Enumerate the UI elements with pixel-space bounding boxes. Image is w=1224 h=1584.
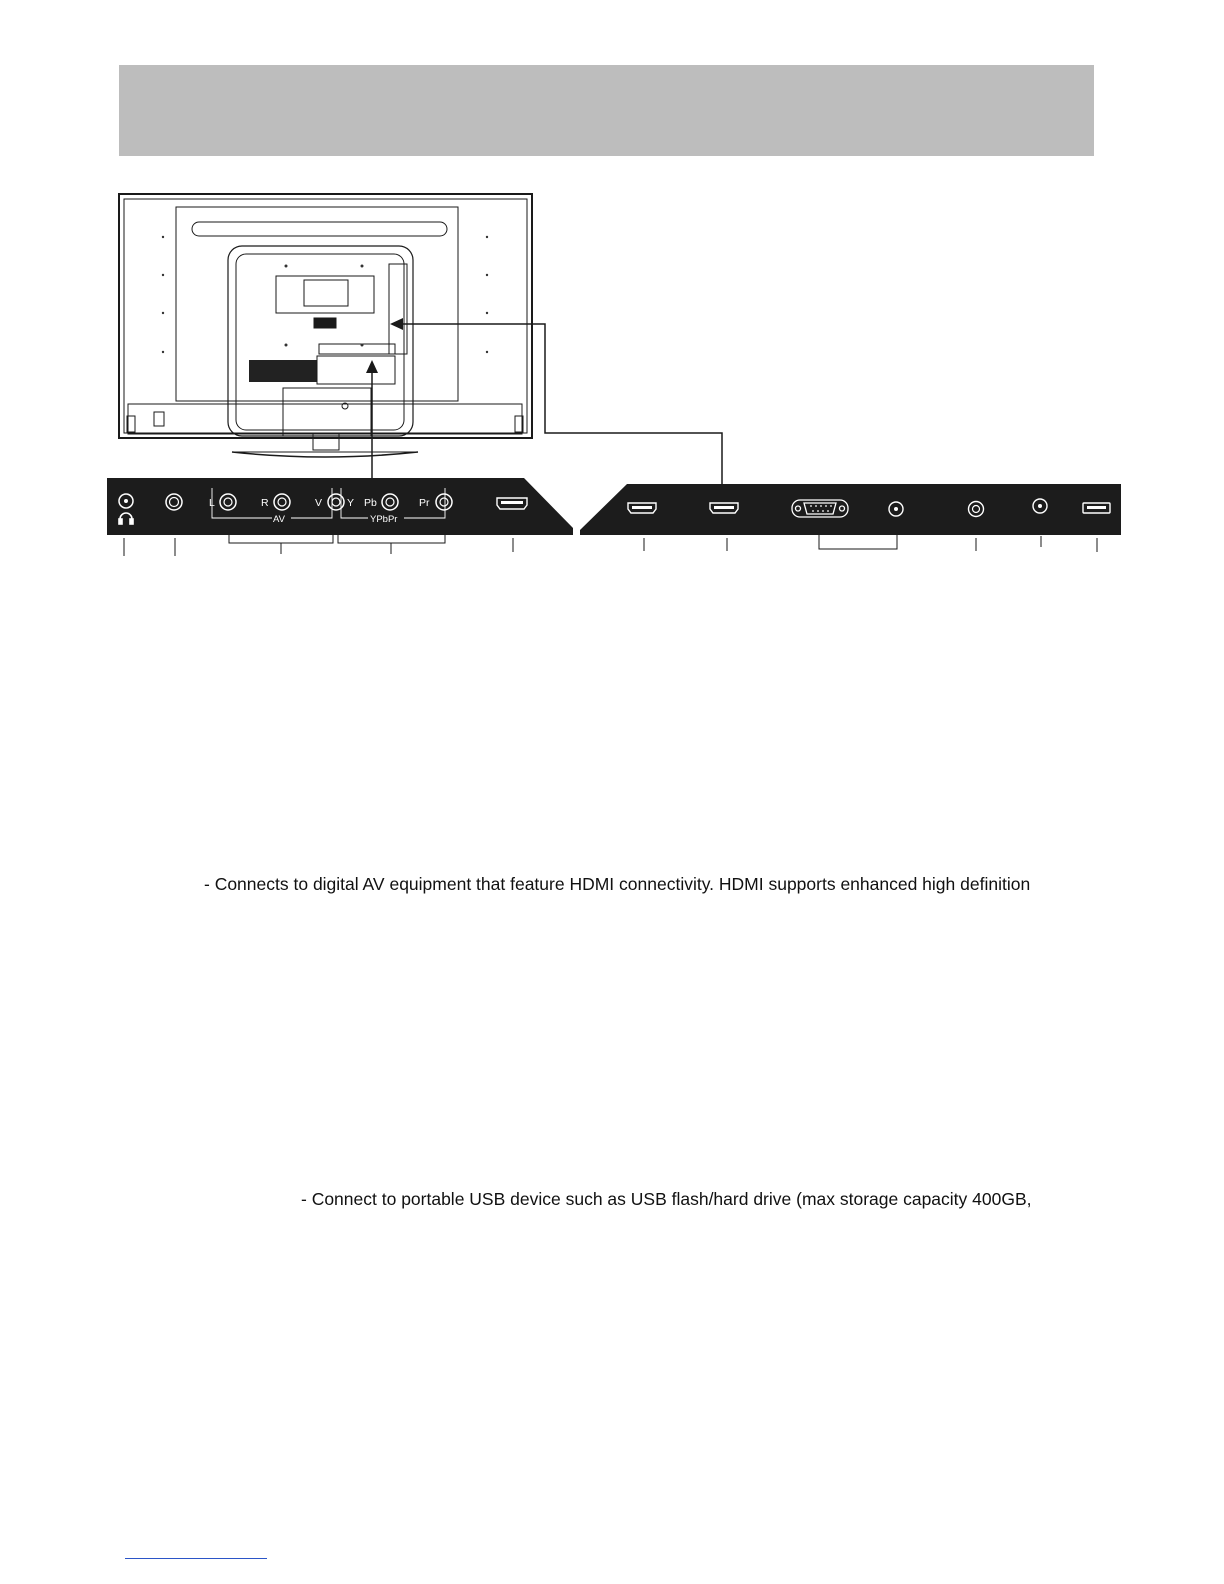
section-header-bar xyxy=(119,65,1094,156)
port-label-v: V xyxy=(315,497,323,509)
port-leader-lines xyxy=(124,535,1097,556)
group-label-ypbpr: YPbPr xyxy=(370,514,398,525)
port-label-pb: Pb xyxy=(364,497,377,509)
connector-panel-right xyxy=(580,484,1121,535)
arrow-left-icon xyxy=(390,318,403,330)
hdmi-description-line: - Connects to digital AV equipment that feature HDMI connectivity. HDMI supports enhanced high definition xyxy=(204,874,1031,894)
footer-rule xyxy=(125,1558,267,1559)
arrow-up-icon xyxy=(366,360,378,373)
port-label-y: Y xyxy=(347,497,355,509)
port-label-r: R xyxy=(261,497,269,509)
group-label-av: AV xyxy=(273,514,285,525)
tv-rear-illustration xyxy=(119,194,532,457)
port-label-l: L xyxy=(209,497,215,509)
port-label-pr: Pr xyxy=(419,497,430,509)
tv-connections-diagram xyxy=(0,185,1224,565)
connector-panel-left xyxy=(107,478,573,535)
usb-description-line: - Connect to portable USB device such as USB flash/hard drive (max storage capacity 400GB, xyxy=(301,1189,1032,1209)
